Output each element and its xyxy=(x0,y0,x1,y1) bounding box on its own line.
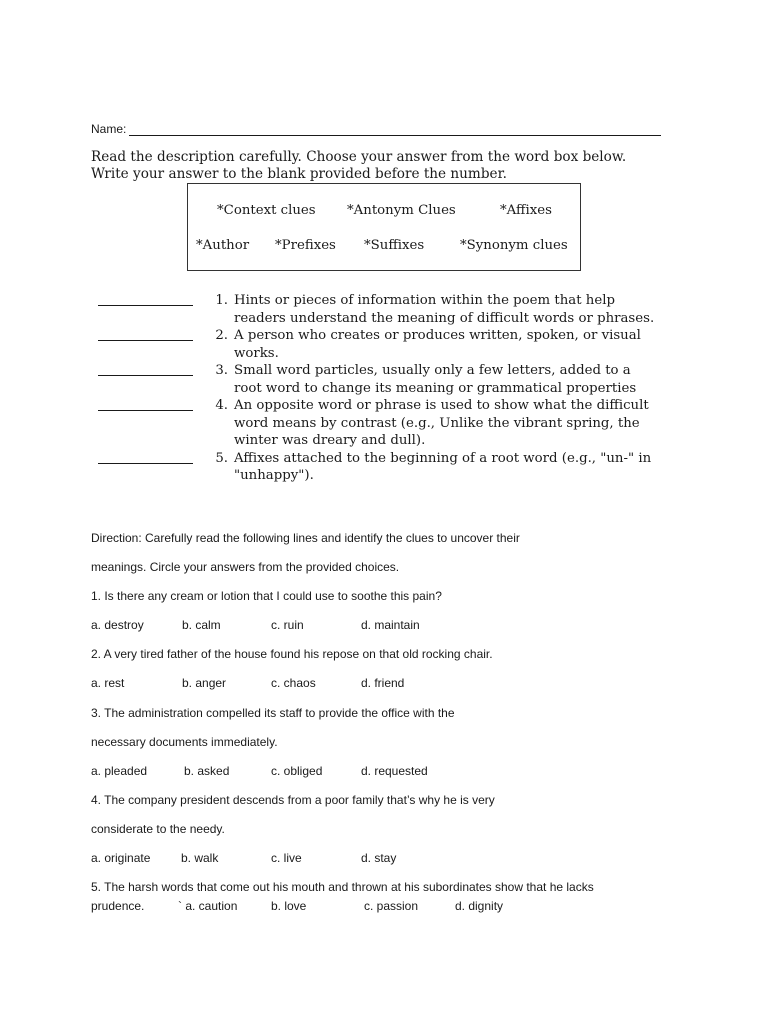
answer-blank[interactable] xyxy=(98,397,193,411)
name-field[interactable] xyxy=(91,122,661,136)
name-label: Name: xyxy=(91,122,127,136)
word-box xyxy=(187,183,581,271)
word-box-item: *Context clues xyxy=(217,203,316,218)
question-text: necessary documents immediately. xyxy=(91,735,278,749)
answer-option[interactable]: c. live xyxy=(271,851,302,865)
answer-option[interactable]: c. passion xyxy=(364,899,419,913)
word-box-item: *Affixes xyxy=(500,203,552,218)
answer-blank[interactable] xyxy=(98,362,193,376)
answer-option[interactable]: c. ruin xyxy=(271,618,304,632)
definition-text: Small word particles, usually only a few letters, added to a root word to change its meaning or grammatical properties xyxy=(234,363,637,396)
definition-number: 2. xyxy=(215,328,228,343)
definition-item xyxy=(98,362,658,397)
answer-option[interactable]: a. originate xyxy=(91,851,151,865)
definition-number: 5. xyxy=(215,450,228,466)
definition-item xyxy=(98,327,658,362)
definition-text: Hints or pieces of information within the poem that help readers understand the meaning of difficult words or phrases. xyxy=(234,293,655,326)
answer-option[interactable]: b. asked xyxy=(184,764,230,778)
question-text: 4. The company president descends from a poor family that’s why he is very xyxy=(91,793,495,807)
answer-option[interactable]: ` a. caution xyxy=(178,899,238,913)
answer-option[interactable]: c. chaos xyxy=(271,676,316,690)
answer-option[interactable]: a. pleaded xyxy=(91,764,148,778)
definition-text: An opposite word or phrase is used to show what the difficult word means by contrast (e.g., Unlike the vibrant spring, the winter was dreary and dull). xyxy=(234,398,649,448)
word-box-item: *Prefixes xyxy=(275,238,336,253)
question-text: 1. Is there any cream or lotion that I could use to soothe this pain? xyxy=(91,589,442,603)
word-box-item: *Author xyxy=(196,238,250,253)
definition-list xyxy=(98,292,658,485)
instructions-text: Read the description carefully. Choose your answer from the word box below. Write your answer to the blank provided before the number. xyxy=(91,149,627,182)
question-text: 5. The harsh words that come out his mouth and thrown at his subordinates show that he lacks xyxy=(91,880,594,894)
question-text: prudence. xyxy=(91,899,145,913)
answer-option[interactable]: a. destroy xyxy=(91,618,144,632)
definition-text: A person who creates or produces written, spoken, or visual works. xyxy=(234,328,641,361)
answer-blank[interactable] xyxy=(98,450,193,464)
answer-option[interactable]: d. stay xyxy=(361,851,397,865)
answer-option[interactable]: a. rest xyxy=(91,676,125,690)
word-box-item: *Synonym clues xyxy=(460,238,568,253)
question-text: considerate to the needy. xyxy=(91,822,225,836)
definition-text: Affixes attached to the beginning of a root word (e.g., "un-" in "unhappy"). xyxy=(234,450,652,483)
answer-option[interactable]: d. maintain xyxy=(361,618,420,632)
definition-number: 4. xyxy=(215,398,228,413)
definition-item xyxy=(98,450,658,485)
definition-item xyxy=(98,292,658,327)
answer-option[interactable]: c. obliged xyxy=(271,764,323,778)
answer-blank[interactable] xyxy=(98,327,193,341)
question-text: 3. The administration compelled its staff to provide the office with the xyxy=(91,706,455,720)
answer-option[interactable]: d. requested xyxy=(361,764,428,778)
definition-number: 3. xyxy=(215,363,228,378)
answer-option[interactable]: b. calm xyxy=(182,618,221,632)
word-box-item: *Suffixes xyxy=(364,238,425,253)
answer-blank[interactable] xyxy=(98,292,193,306)
answer-option[interactable]: b. love xyxy=(271,899,307,913)
question-text: 2. A very tired father of the house found his repose on that old rocking chair. xyxy=(91,647,493,661)
answer-option[interactable]: d. friend xyxy=(361,676,405,690)
definition-number: 1. xyxy=(215,293,228,308)
direction-text: meanings. Circle your answers from the provided choices. xyxy=(91,560,400,574)
definition-item xyxy=(98,397,658,450)
answer-option[interactable]: b. walk xyxy=(181,851,219,865)
answer-option[interactable]: d. dignity xyxy=(455,899,504,913)
word-box-item: *Antonym Clues xyxy=(347,203,456,218)
name-blank-line[interactable] xyxy=(129,123,661,136)
direction-text: Direction: Carefully read the following lines and identify the clues to uncover their xyxy=(91,531,520,545)
answer-option[interactable]: b. anger xyxy=(182,676,227,690)
